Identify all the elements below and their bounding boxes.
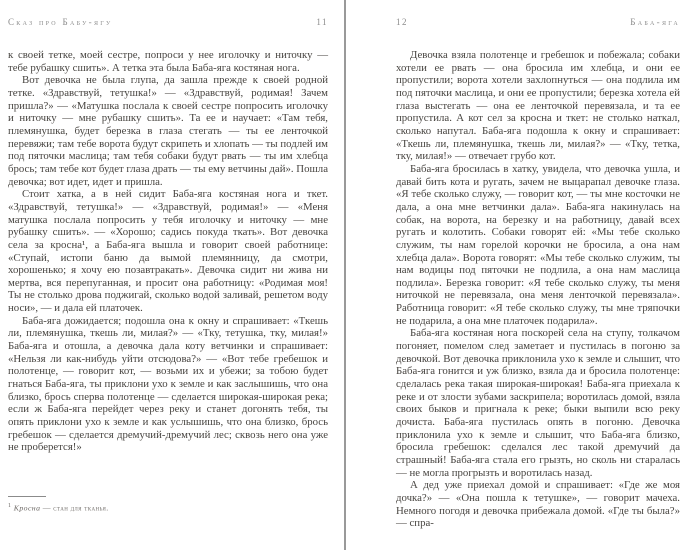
footnote-definition: — стан для тканья. xyxy=(40,504,109,513)
page-body xyxy=(8,49,328,454)
story-paragraph: Баба-яга бросилась в хатку, увидела, что девочка ушла, и давай бить кота и ругать, зачем не выцарапал девочке глаза. «Я тебе сколько служу, — говорит кот, — ты мне косточки не дала, а она мне ветчинки дала». Баба-яга накинулась на собак, на ворота, на березку и на работницу, давай всех ругать и колотить. Собаки говорят ей: «Мы тебе сколько служим, ты нам горелой корочки не бросила, а она нам хлебца дала». Ворота говорят: «Мы тебе сколько служим, ты нам водицы под пяточки не подлила, а она нам маслица подлила». Березка говорит: «Я тебе сколько служу, ты меня ниточкой не перевязала, она меня ленточкой перевязала». Работница говорит: «Я тебе сколько служу, ты мне тряпочки не подарила, а она мне платочек подарила». xyxy=(396,162,680,327)
story-paragraph: Девочка взяла полотенце и гребешок и побежала; собаки хотели ее рвать — она бросила им хлебца, и они ее пропустили; ворота хотели захлопнуться — она подлила им под пяточки маслица, и они ее пропустили; березка хотела ей глаза выстегать — она ее ленточкой перевязала, и та ее пропустила. А кот сел за кросна и ткет: не столько наткал, сколько напутал. Баба-яга подошла к окну и спрашивает: «Ткешь ли, племянушка, ткешь ли, милая?» — «Тку, тетка, тку, милая!» — отвечает грубо кот. xyxy=(396,49,680,163)
footnote-marker: 1 xyxy=(8,503,12,510)
page-header-title: Сказ про Бабу-ягу xyxy=(8,17,113,27)
page-number: 11 xyxy=(316,17,328,27)
right-page xyxy=(347,0,692,550)
footnote-text xyxy=(8,501,308,514)
footnote-term: Кросна xyxy=(13,504,41,513)
running-head-right xyxy=(396,17,680,27)
story-paragraph: Вот девочка не была глупа, да зашла прежде к своей родной тетке. «Здравствуй, тетушка!» — «Здравствуй, родимая! Зачем пришла?» — «Матушка послала к своей сестре попросить иголочку и ниточку — мне рубашку сшить». Та ее и научает: «Там тебя, племянушка, будет березка в глаза стегать — ты ее ленточкой перевяжи; там тебе ворота будут скрипеть и хлопать — ты подлей им под пяточки маслица; там тебя собаки будут рвать — ты им хлебца брось; там тебе кот будет глаза драть — ты ему ветчины дай». Пошла девочка; вот идет, идет и пришла. xyxy=(8,74,328,188)
story-paragraph: Баба-яга дожидается; подошла она к окну и спрашивает: «Ткешь ли, племянушка, ткешь ли, милая?» — «Тку, тетушка, тку, милая!» Баба-яга и отошла, а девочка дала коту ветчинки и спрашивает: «Нельзя ли как-нибудь уйти отсюдова?» — «Вот тебе гребешок и полотенце, — говорит кот, — возьми их и убежи; за тобою будет гнаться Баба-яга, ты приклони ухо к земле и как заслышишь, что она близко, брось сперва полотенце — сделается широкая-широкая река; если ж Баба-яга перейдет через реку и станет догонять тебя, ты опять приклони ухо к земле и как услышишь, что она близко, брось гребешок — сделается дремучий-дремучий лес; сквозь него она уже не проберется!» xyxy=(8,314,328,454)
story-paragraph: Стоит хатка, а в ней сидит Баба-яга костяная нога и ткет. «Здравствуй, тетушка!» — «Здравствуй, родимая!» — «Меня матушка послала попросить у тебя иголочку и ниточку — мне рубашку сшить». — «Хорошо; садись покуда ткать». Вот девочка села за кросна¹, а Баба-яга вышла и говорит своей работнице: «Ступай, истопи баню да вымой племянницу, да смотри, хорошенько; я хочу ею позавтракать». Девочка сидит ни жива ни мертва, вся перепуганная, и просит она работницу: «Родимая моя! Ты не столько дрова поджигай, сколько водой заливай, решетом воду носи», — и дала ей платочек. xyxy=(8,188,328,315)
footnote-rule xyxy=(8,496,46,497)
story-paragraph: А дед уже приехал домой и спрашивает: «Где же моя дочка?» — «Она пошла к тетушке», — говорит мачеха. Немного погодя и девочка прибежала домой. «Где ты была?» — спра- xyxy=(396,479,680,530)
running-head-left xyxy=(8,17,328,27)
page-number: 12 xyxy=(396,17,408,27)
page-header-title: Баба-яга xyxy=(630,17,680,27)
left-page xyxy=(0,0,344,550)
page-gutter-divider xyxy=(344,0,346,550)
story-paragraph: Баба-яга костяная нога поскорей села на ступу, толкачом погоняет, помелом след заметает и пустилась в погоню за девочкой. Вот девочка приклонила ухо к земле и слышит, что Баба-яга гонится и уж близко, взяла да и бросила полотенце: сделалась река такая широкая-широкая! Баба-яга приехала к реке и от злости зубами заскрипела; воротилась домой, взяла своих быков и пригнала к реке; быки выпили всю реку дочиста. Баба-яга пустилась опять в погоню. Девочка приклонила ухо к земле и слышит, что Баба-яга близко, бросила гребешок: сделался лес такой дремучий да страшный! Баба-яга стала его грызть, но сколь ни старалась — не могла прогрызть и воротилась назад. xyxy=(396,327,680,479)
story-paragraph: к своей тетке, моей сестре, попроси у нее иголочку и ниточку — тебе рубашку сшить». А тетка эта была Баба-яга костяная нога. xyxy=(8,49,328,74)
page-body xyxy=(396,49,680,530)
footnote xyxy=(8,496,308,514)
